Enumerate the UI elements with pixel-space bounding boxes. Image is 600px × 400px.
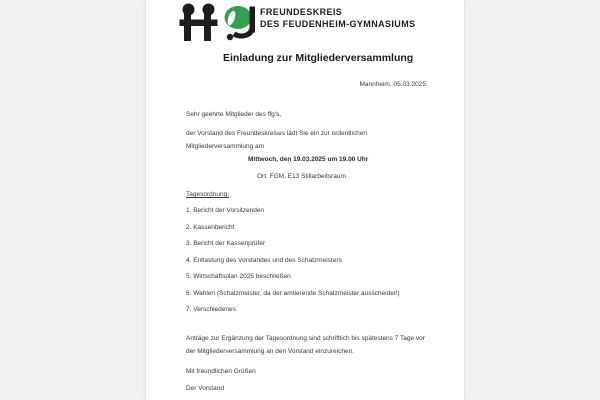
intro-line-2: Mitgliederversammlung am — [186, 143, 265, 150]
letterhead-org-name — [260, 6, 416, 30]
note-line-1: Anträge zur Ergänzung der Tagesordnung sind schriftlich bis spätestens 7 Tage vor — [186, 335, 425, 342]
intro-line-1: der Vorstand des Freundeskreises lädt Sie ein zur ordentlichen — [186, 130, 368, 137]
agenda-item-5: 5. Wirtschaftsplan 2025 beschließen — [186, 273, 291, 280]
salutation: Sehr geehrte Mitglieder des ffg's, — [186, 111, 282, 118]
agenda-item-3: 3. Bericht der Kassenprüfer — [186, 240, 266, 247]
org-name-line2: DES FEUDENHEIM-GYMNASIUMS — [260, 19, 416, 29]
meeting-datetime: Mittwoch, den 19.03.2025 um 19.00 Uhr — [248, 156, 369, 163]
agenda-heading: Tagesordnung: — [186, 191, 230, 198]
note-line-2: der Mitgliederversammlung an den Vorstand einzureichen. — [186, 348, 355, 355]
ffg-logo — [179, 3, 257, 41]
dateline: Mannheim, 05.03.2025 — [359, 81, 426, 88]
closing: Mit freundlichen Grüßen — [186, 368, 256, 375]
agenda-item-7: 7. Verschiedenes — [186, 306, 236, 313]
agenda-item-4: 4. Entlastung des Vorstandes und des Schatzmeisters — [186, 257, 342, 264]
document-page — [145, 0, 465, 400]
meeting-location: Ort: FGM, E13 Stillarbeitsraum — [257, 173, 346, 180]
org-name-line1: FREUNDESKREIS — [260, 7, 343, 17]
document-title: Einladung zur Mitgliederversammlung — [223, 52, 414, 64]
agenda-item-6: 6. Wahlen (Schatzmeister, da der amtierende Schatzmeister ausscheidet!) — [186, 290, 400, 297]
agenda-item-1: 1. Bericht der Vorsitzenden — [186, 207, 265, 214]
signature: Der Vorstand — [186, 385, 224, 392]
agenda-item-2: 2. Kassenbericht — [186, 224, 235, 231]
